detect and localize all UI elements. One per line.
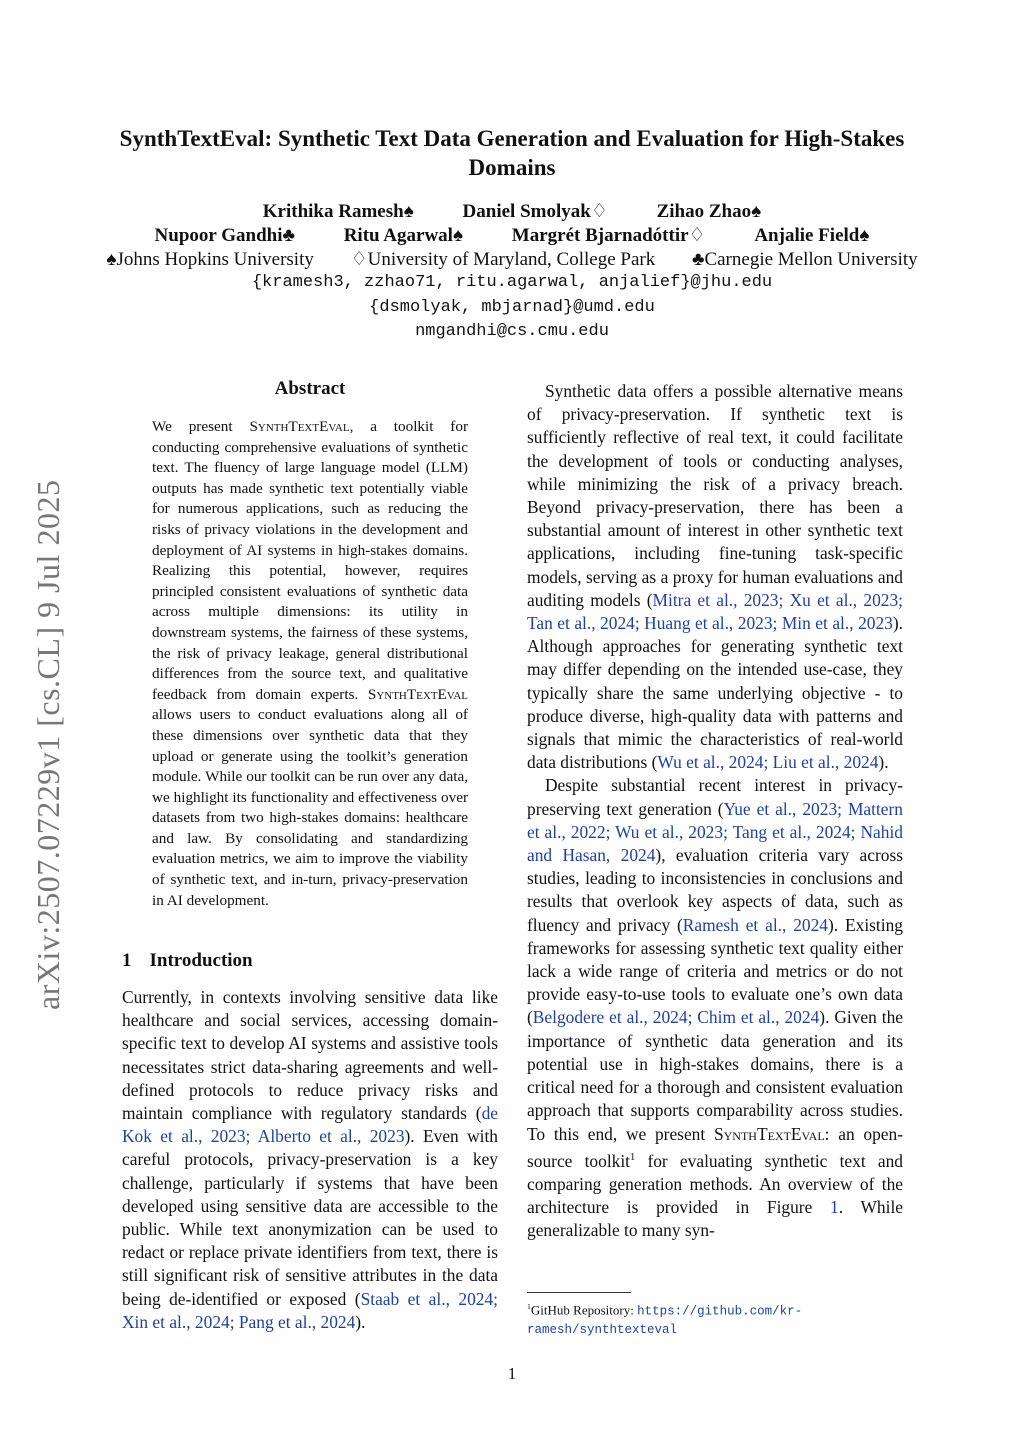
affiliation: ♢University of Maryland, College Park — [350, 249, 656, 270]
email-line[interactable]: {kramesh3, zzhao71, ritu.agarwal, anjalief}@jhu.edu — [251, 273, 773, 292]
footnote: $^1$GitHub Repository: https://github.com/kr-ramesh/synthtexteval — [527, 1302, 803, 1338]
footnote-mark: 1 — [630, 1151, 636, 1163]
authors-row-1 — [60, 200, 964, 223]
github-link[interactable]: https://github.com/kr-ramesh/synthtexteval — [527, 1304, 803, 1338]
email-line[interactable]: nmgandhi@cs.cmu.edu — [415, 322, 609, 341]
intro-right-column: Synthetic data offers a possible alternative means of privacy-preservation. If synthetic text is sufficiently reflective of real text, it could facilitate the development of tools or conducting analyses, while minimizing the risk of a privacy breach. Beyond privacy-preservation, there has been a substantial amount of interest in other synthetic text applications, including fine-tuning task-specific models, serving as a proxy for human evaluations and auditing models (Mitra et al., 2023; Xu et al., 2023; Tan et al., 2024; Huang et al., 2023; Min et al., 2023). Although approaches for generating synthetic text may differ depending on the intended use-case, they typically share the same underlying objective - to produce diverse, high-quality data with patterns and signals that mimic the characteristics of real-world data distributions (Wu et al., 2024; Liu et al., 2024). Despite substantial recent interest in privacy-preserving text generation (Yue et al., 2023; Mattern et al., 2022; Wu et al., 2023; Tang et al., 2024; Nahid and Hasan, 2024), evaluation criteria vary across studies, leading to inconsistencies in conclusions and results that overlook key aspects of data, such as fluency and privacy (Ramesh et al., 2024). Existing frameworks for assessing synthetic text quality either lack a wide range of criteria and metrics or do not provide easy-to-use tools to evaluate one’s own data (Belgodere et al., 2024; Chim et al., 2024). Given the importance of synthetic data generation and its potential use in high-stakes domains, there is a critical need for a thorough and consistent evaluation approach that supports comparability across studies. To this end, we present SynthTextEval: an open-source toolkit$^1$ for evaluating synthetic text and comparing generation methods. An overview of the architecture is provided in Figure 1. While generalizable to many syn- — [527, 381, 904, 1241]
author-name: Anjalie Field♠ — [754, 225, 870, 246]
authors-row-2 — [60, 224, 964, 247]
intro-left-column: Currently, in contexts involving sensitive data like healthcare and social services, accessing domain-specific text to develop AI systems and assistive tools necessitates strict data-sharing agreements and well-defined protocols to reduce privacy risks and maintain compliance with regulatory standards (de Kok et al., 2023; Alberto et al., 2023). Even with careful protocols, privacy-preservation is a key challenge, particularly if systems that have been developed using sensitive data are accessible to the public. While text anonymization can be used to redact or replace private identifiers from text, there is still significant risk of sensitive attributes in the data being de-identified or exposed (Staab et al., 2024; Xin et al., 2024; Pang et al., 2024). — [122, 987, 498, 1332]
affiliation: ♣Carnegie Mellon University — [691, 249, 918, 270]
author-name: Nupoor Gandhi♣ — [154, 225, 295, 246]
citation-link[interactable]: Ramesh et al., 2024 — [682, 914, 828, 935]
author-name: Ritu Agarwal♠ — [343, 225, 464, 246]
citation-link[interactable]: Staab et al., 2024; Xin et al., 2024; Pang et al., 2024 — [122, 1288, 498, 1332]
abstract-heading: Abstract — [274, 378, 346, 399]
toolkit-name: SynthTextEval — [713, 1123, 825, 1144]
citation-link[interactable]: de Kok et al., 2023; Alberto et al., 2023 — [122, 1103, 498, 1147]
author-name: Daniel Smolyak♢ — [462, 201, 608, 222]
toolkit-name: SynthTextEval — [249, 418, 350, 435]
figure-ref-link[interactable]: 1 — [830, 1196, 839, 1217]
citation-link[interactable]: Belgodere et al., 2024; Chim et al., 2024 — [532, 1007, 820, 1028]
author-name: Krithika Ramesh♠ — [262, 201, 414, 222]
toolkit-name: SynthTextEval — [367, 685, 468, 703]
email-line[interactable]: {dsmolyak, mbjarnad}@umd.edu — [369, 298, 655, 317]
affiliations — [40, 248, 984, 271]
section-heading: 1 Introduction — [122, 950, 253, 971]
abstract-body: We present SynthTextEval, a toolkit for conducting comprehensive evaluations of synthetic text. The fluency of large language model (LLM) outputs has made synthetic text potentially viable for numerous applications, such as reducing the risks of privacy violations in the development and deployment of AI systems in high-stakes domains. Realizing this potential, however, requires principled consistent evaluations of synthetic data across multiple dimensions: its utility in downstream systems, the fairness of these systems, the risk of privacy leakage, general distributional differences from the source text, and qualitative feedback from domain experts. SynthTextEval allows users to conduct evaluations along all of these dimensions over synthetic data that they upload or generate using the toolkit’s generation module. While our toolkit can be run over any data, we highlight its functionality and effectiveness over datasets from two high-stakes domains: healthcare and law. By consolidating and standardizing evaluation metrics, we aim to improve the viability of synthetic text, and in-turn, privacy-preservation in AI development. — [152, 418, 469, 909]
citation-link[interactable]: Yue et al., 2023; Mattern et al., 2022; Wu et al., 2023; Tang et al., 2024; Nahid and Hasan, 2024 — [527, 798, 903, 866]
citation-link[interactable]: Mitra et al., 2023; Xu et al., 2023; Tan et al., 2024; Huang et al., 2023; Min et al., 2023 — [527, 589, 903, 634]
footnote-rule — [527, 1292, 631, 1293]
page-number: 1 — [507, 1364, 517, 1383]
arxiv-identifier: arXiv:2507.07229v1 [cs.CL] 9 Jul 2025 — [30, 479, 66, 1010]
paper-title: SynthTextEval: Synthetic Text Data Generation and Evaluation for High-Stakes Domains — [119, 126, 905, 180]
affiliation: ♠Johns Hopkins University — [106, 249, 314, 270]
author-name: Zihao Zhao♠ — [656, 201, 762, 222]
author-name: Margrét Bjarnadóttir♢ — [511, 225, 706, 246]
citation-link[interactable]: Wu et al., 2024; Liu et al., 2024 — [657, 752, 879, 773]
arxiv-sidebar — [30, 479, 70, 1050]
